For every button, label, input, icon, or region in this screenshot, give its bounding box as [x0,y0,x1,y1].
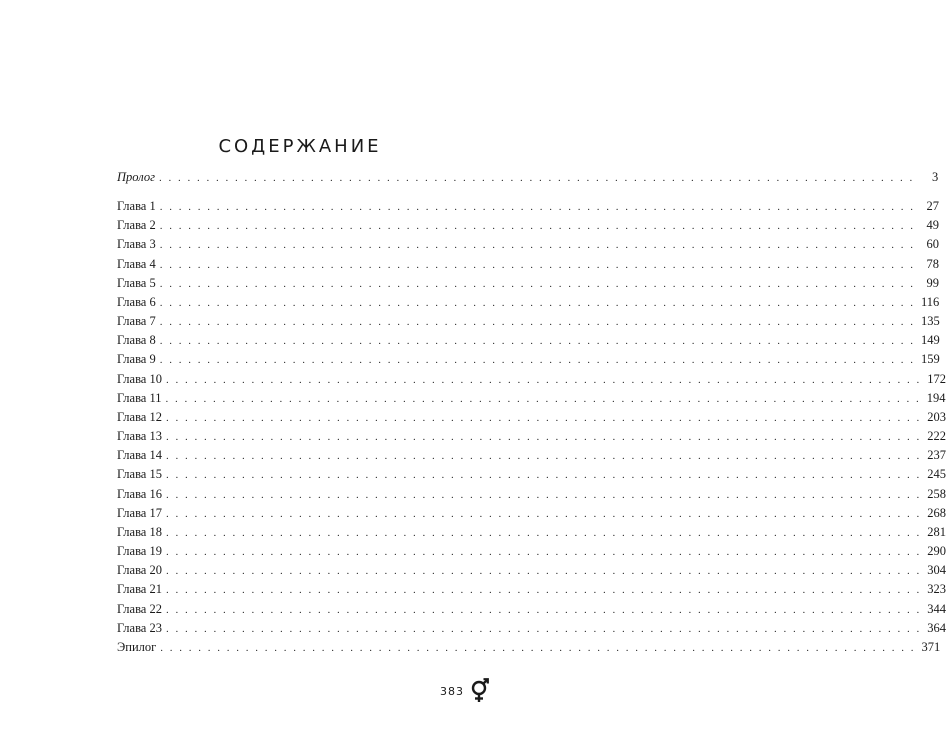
dot-leader: . . . . . . . . . . . . . . . . . . . . . . . . . . . . . . . . . . . . . . . . . . . . . . . . . . . . . . . . . . . . . . . . . . . . . . . . . . . . . . . . [159,277,915,290]
toc-entry [117,504,946,523]
toc-entry-label: Глава 17 [117,505,162,520]
toc-entry [117,370,946,389]
toc-entry-label: Пролог [117,170,155,184]
toc-entry-page: 78 [926,256,939,271]
toc-entry-page: 245 [927,467,946,482]
toc-entry-page: 3 [931,170,939,184]
toc-entry-label: Глава 15 [117,467,162,482]
toc-entry-page: 304 [927,563,946,578]
dot-leader: . . . . . . . . . . . . . . . . . . . . . . . . . . . . . . . . . . . . . . . . . . . . . . . . . . . . . . . . . . . . . . . . . . . . . . . . . . . . . . . . [165,584,922,597]
toc-entry-page: 268 [927,505,946,520]
toc-entry [117,293,940,312]
toc-entry [117,197,939,216]
dot-leader: . . . . . . . . . . . . . . . . . . . . . . . . . . . . . . . . . . . . . . . . . . . . . . . . . . . . . . . . . . . . . . . . . . . . . . . . . . . . . . . . [165,469,922,482]
toc-entry-page: 60 [926,237,939,252]
toc-entry-page: 135 [920,314,940,329]
toc-entry [117,465,946,484]
toc-entry [117,542,946,561]
toc-entry-label: Глава 12 [117,409,162,424]
toc-entry-label: Глава 8 [117,333,156,348]
toc-entry-page: 203 [927,409,946,424]
toc-entry [117,274,939,293]
toc-entry-label: Глава 2 [117,218,156,233]
dot-leader: . . . . . . . . . . . . . . . . . . . . . . . . . . . . . . . . . . . . . . . . . . . . . . . . . . . . . . . . . . . . . . . . . . . . . . . . . . . . . . . . [165,431,922,444]
toc-entry [117,523,946,542]
toc-entry-page: 149 [920,333,940,348]
toc-entry-label: Глава 13 [117,429,162,444]
toc-entry [117,235,939,254]
toc-entry-label: Эпилог [117,639,157,654]
dot-leader: . . . . . . . . . . . . . . . . . . . . . . . . . . . . . . . . . . . . . . . . . . . . . . . . . . . . . . . . . . . . . . . . . . . . . . . . . . . . . . . . [165,488,922,501]
dot-leader: . . . . . . . . . . . . . . . . . . . . . . . . . . . . . . . . . . . . . . . . . . . . . . . . . . . . . . . . . . . . . . . . . . . . . . . . . . . . . . . . [165,450,922,463]
toc-entry-label: Глава 9 [117,352,156,367]
toc-entry-label: Глава 5 [117,275,156,290]
toc-entry-page: 371 [921,639,941,654]
toc-entry-label: Глава 14 [117,448,162,463]
toc-entry-label: Глава 10 [117,371,162,386]
toc-entry-page: 222 [927,429,946,444]
dot-leader: . . . . . . . . . . . . . . . . . . . . . . . . . . . . . . . . . . . . . . . . . . . . . . . . . . . . . . . . . . . . . . . . . . . . . . . . . . . . . . . . [159,258,915,271]
dot-leader: . . . . . . . . . . . . . . . . . . . . . . . . . . . . . . . . . . . . . . . . . . . . . . . . . . . . . . . . . . . . . . . . . . . . . . . . . . . . . . . . [165,392,921,405]
toc-entry [117,600,946,619]
toc-entry [117,427,946,446]
toc-entry-label: Глава 16 [117,486,162,501]
toc-entry-page: 364 [927,620,946,635]
toc-entry-label: Глава 11 [117,390,162,405]
gender-symbol-icon [468,677,490,703]
toc-entry-page: 237 [927,448,946,463]
toc-entry-page: 323 [927,582,946,597]
toc-entry [117,350,940,369]
dot-leader: . . . . . . . . . . . . . . . . . . . . . . . . . . . . . . . . . . . . . . . . . . . . . . . . . . . . . . . . . . . . . . . . . . . . . . . . . . . . . . . . [165,373,922,386]
dot-leader: . . . . . . . . . . . . . . . . . . . . . . . . . . . . . . . . . . . . . . . . . . . . . . . . . . . . . . . . . . . . . . . . . . . . . . . . . . . . . . . . [158,172,915,184]
toc-entry [117,580,946,599]
toc-entry-page: 99 [926,275,939,290]
dot-leader: . . . . . . . . . . . . . . . . . . . . . . . . . . . . . . . . . . . . . . . . . . . . . . . . . . . . . . . . . . . . . . . . . . . . . . . . . . . . . . . . [159,316,915,329]
toc-entry-label: Глава 19 [117,544,162,559]
toc-entry-label: Глава 7 [117,314,156,329]
dot-leader: . . . . . . . . . . . . . . . . . . . . . . . . . . . . . . . . . . . . . . . . . . . . . . . . . . . . . . . . . . . . . . . . . . . . . . . . . . . . . . . . [165,507,922,520]
toc-entry [117,408,946,427]
toc-entry-page: 159 [920,352,940,367]
dot-leader: . . . . . . . . . . . . . . . . . . . . . . . . . . . . . . . . . . . . . . . . . . . . . . . . . . . . . . . . . . . . . . . . . . . . . . . . . . . . . . . . [159,335,915,348]
toc-entry-prologue [117,168,939,187]
toc-entry [117,485,946,504]
dot-leader: . . . . . . . . . . . . . . . . . . . . . . . . . . . . . . . . . . . . . . . . . . . . . . . . . . . . . . . . . . . . . . . . . . . . . . . . . . . . . . . . [159,296,915,309]
toc-entry [117,331,940,350]
dot-leader: . . . . . . . . . . . . . . . . . . . . . . . . . . . . . . . . . . . . . . . . . . . . . . . . . . . . . . . . . . . . . . . . . . . . . . . . . . . . . . . . [159,201,915,213]
toc-entry [117,216,939,235]
toc-entry-epilogue [117,638,941,657]
toc-entry-label: Глава 18 [117,524,162,539]
toc-entry [117,389,946,408]
toc-entry-page: 194 [926,390,946,405]
page-title: СОДЕРЖАНИЕ [218,136,382,157]
toc-entry-label: Глава 3 [117,237,156,252]
toc-entry-label: Глава 1 [117,199,156,213]
toc-entry-page: 281 [927,524,946,539]
toc-entry-page: 344 [927,601,946,616]
dot-leader: . . . . . . . . . . . . . . . . . . . . . . . . . . . . . . . . . . . . . . . . . . . . . . . . . . . . . . . . . . . . . . . . . . . . . . . . . . . . . . . . [165,622,922,635]
toc-entry-label: Глава 20 [117,563,162,578]
toc-entry [117,446,946,465]
toc-entry [117,619,946,638]
page-footer [440,677,490,703]
page-number: 383 [440,684,464,698]
dot-leader: . . . . . . . . . . . . . . . . . . . . . . . . . . . . . . . . . . . . . . . . . . . . . . . . . . . . . . . . . . . . . . . . . . . . . . . . . . . . . . . . [159,239,915,252]
toc-entry-label: Глава 23 [117,620,162,635]
toc-entry-page: 27 [926,199,939,213]
toc-entry-label: Глава 21 [117,582,162,597]
dot-leader: . . . . . . . . . . . . . . . . . . . . . . . . . . . . . . . . . . . . . . . . . . . . . . . . . . . . . . . . . . . . . . . . . . . . . . . . . . . . . . . . [165,526,922,539]
toc-entry-page: 290 [927,544,946,559]
dot-leader: . . . . . . . . . . . . . . . . . . . . . . . . . . . . . . . . . . . . . . . . . . . . . . . . . . . . . . . . . . . . . . . . . . . . . . . . . . . . . . . . [165,603,922,616]
dot-leader: . . . . . . . . . . . . . . . . . . . . . . . . . . . . . . . . . . . . . . . . . . . . . . . . . . . . . . . . . . . . . . . . . . . . . . . . . . . . . . . . [165,546,922,559]
toc-entry [117,312,940,331]
dot-leader: . . . . . . . . . . . . . . . . . . . . . . . . . . . . . . . . . . . . . . . . . . . . . . . . . . . . . . . . . . . . . . . . . . . . . . . . . . . . . . . . [165,565,922,578]
toc-entry-label: Глава 4 [117,256,156,271]
toc-entry [117,561,946,580]
toc-entry-page: 116 [920,294,940,309]
dot-leader: . . . . . . . . . . . . . . . . . . . . . . . . . . . . . . . . . . . . . . . . . . . . . . . . . . . . . . . . . . . . . . . . . . . . . . . . . . . . . . . . [159,354,915,367]
toc-entry-page: 49 [926,218,939,233]
dot-leader: . . . . . . . . . . . . . . . . . . . . . . . . . . . . . . . . . . . . . . . . . . . . . . . . . . . . . . . . . . . . . . . . . . . . . . . . . . . . . . . . [165,411,922,424]
dot-leader: . . . . . . . . . . . . . . . . . . . . . . . . . . . . . . . . . . . . . . . . . . . . . . . . . . . . . . . . . . . . . . . . . . . . . . . . . . . . . . . . [160,641,916,654]
toc-entry-label: Глава 6 [117,294,156,309]
toc-entry-page: 172 [927,371,946,386]
dot-leader: . . . . . . . . . . . . . . . . . . . . . . . . . . . . . . . . . . . . . . . . . . . . . . . . . . . . . . . . . . . . . . . . . . . . . . . . . . . . . . . . [159,220,915,233]
toc-entry-page: 258 [927,486,946,501]
toc-entry [117,255,939,274]
toc-entry-label: Глава 22 [117,601,162,616]
